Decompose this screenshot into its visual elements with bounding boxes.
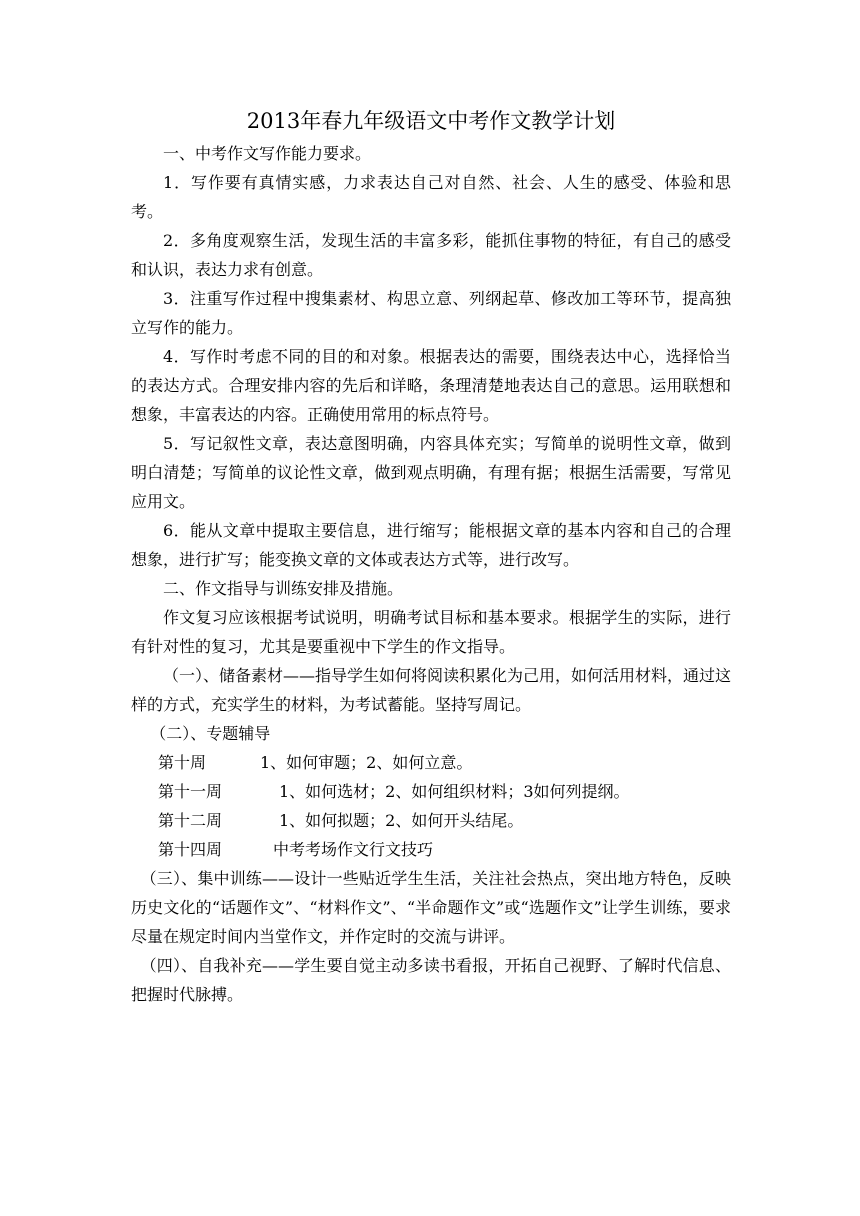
requirement-item: 4．写作时考虑不同的目的和对象。根据表达的需要，围绕表达中心，选择恰当的表达方式。合理安排内容的先后和详略，条理清楚地表达自己的意思。运用联想和想象，丰富表达的内容。正确使用常用的标点符号。 xyxy=(131,347,731,424)
schedule-topic: 中考考场作文行文技巧 xyxy=(273,840,434,859)
document-title: 2013年春九年级语文中考作文教学计划 xyxy=(246,109,616,133)
schedule-topic: 1、如何拟题；2、如何开头结尾。 xyxy=(279,811,524,830)
tutoring-schedule xyxy=(131,748,731,864)
document-body xyxy=(131,105,731,1009)
schedule-week: 第十一周 xyxy=(158,782,223,801)
part-1-material-storage: （一）、储备素材——指导学生如何将阅读积累化为己用，如何活用材料，通过这样的方式，充实学生的材料，为考试蓄能。坚持写周记。 xyxy=(131,666,732,714)
requirement-item: 6．能从文章中提取主要信息，进行缩写；能根据文章的基本内容和自己的合理想象，进行扩写；能变换文章的文体或表达方式等，进行改写。 xyxy=(131,521,731,569)
requirement-item: 3．注重写作过程中搜集素材、构思立意、列纲起草、修改加工等环节，提高独立写作的能力。 xyxy=(131,289,731,337)
requirement-item: 2．多角度观察生活，发现生活的丰富多彩，能抓住事物的特征，有自己的感受和认识，表达力求有创意。 xyxy=(131,231,731,279)
section-1-heading: 一、中考作文写作能力要求。 xyxy=(163,144,372,163)
requirement-item: 5．写记叙性文章，表达意图明确，内容具体充实；写简单的说明性文章，做到明白清楚；写简单的议论性文章，做到观点明确，有理有据；根据生活需要，写常见应用文。 xyxy=(131,434,731,511)
schedule-week: 第十二周 xyxy=(158,811,223,830)
schedule-week: 第十周 xyxy=(158,753,207,772)
schedule-row xyxy=(131,835,731,864)
schedule-topic: 1、如何审题；2、如何立意。 xyxy=(260,753,473,772)
schedule-row xyxy=(131,777,731,806)
schedule-topic: 1、如何选材；2、如何组织材料；3如何列提纲。 xyxy=(279,782,630,801)
schedule-week: 第十四周 xyxy=(158,840,223,859)
schedule-row xyxy=(131,748,731,777)
part-3-intensive-training: （三）、集中训练——设计一些贴近学生生活，关注社会热点，突出地方特色，反映历史文化的“话题作文”、“材料作文”、“半命题作文”或“选题作文”让学生训练，要求尽量在规定时间内当堂作文，并作定时的交流与讲评。 xyxy=(131,869,731,946)
section-2-heading: 二、作文指导与训练安排及措施。 xyxy=(163,579,404,598)
part-2-heading: （二）、专题辅导 xyxy=(150,724,271,743)
schedule-row xyxy=(131,806,731,835)
section-2-intro: 作文复习应该根据考试说明，明确考试目标和基本要求。根据学生的实际，进行有针对性的复习，尤其是要重视中下学生的作文指导。 xyxy=(131,608,731,656)
part-4-self-supplement: （四）、自我补充——学生要自觉主动多读书看报，开拓自己视野、了解时代信息、把握时代脉搏。 xyxy=(131,956,731,1004)
requirement-item: 1．写作要有真情实感，力求表达自己对自然、社会、人生的感受、体验和思考。 xyxy=(131,173,731,221)
